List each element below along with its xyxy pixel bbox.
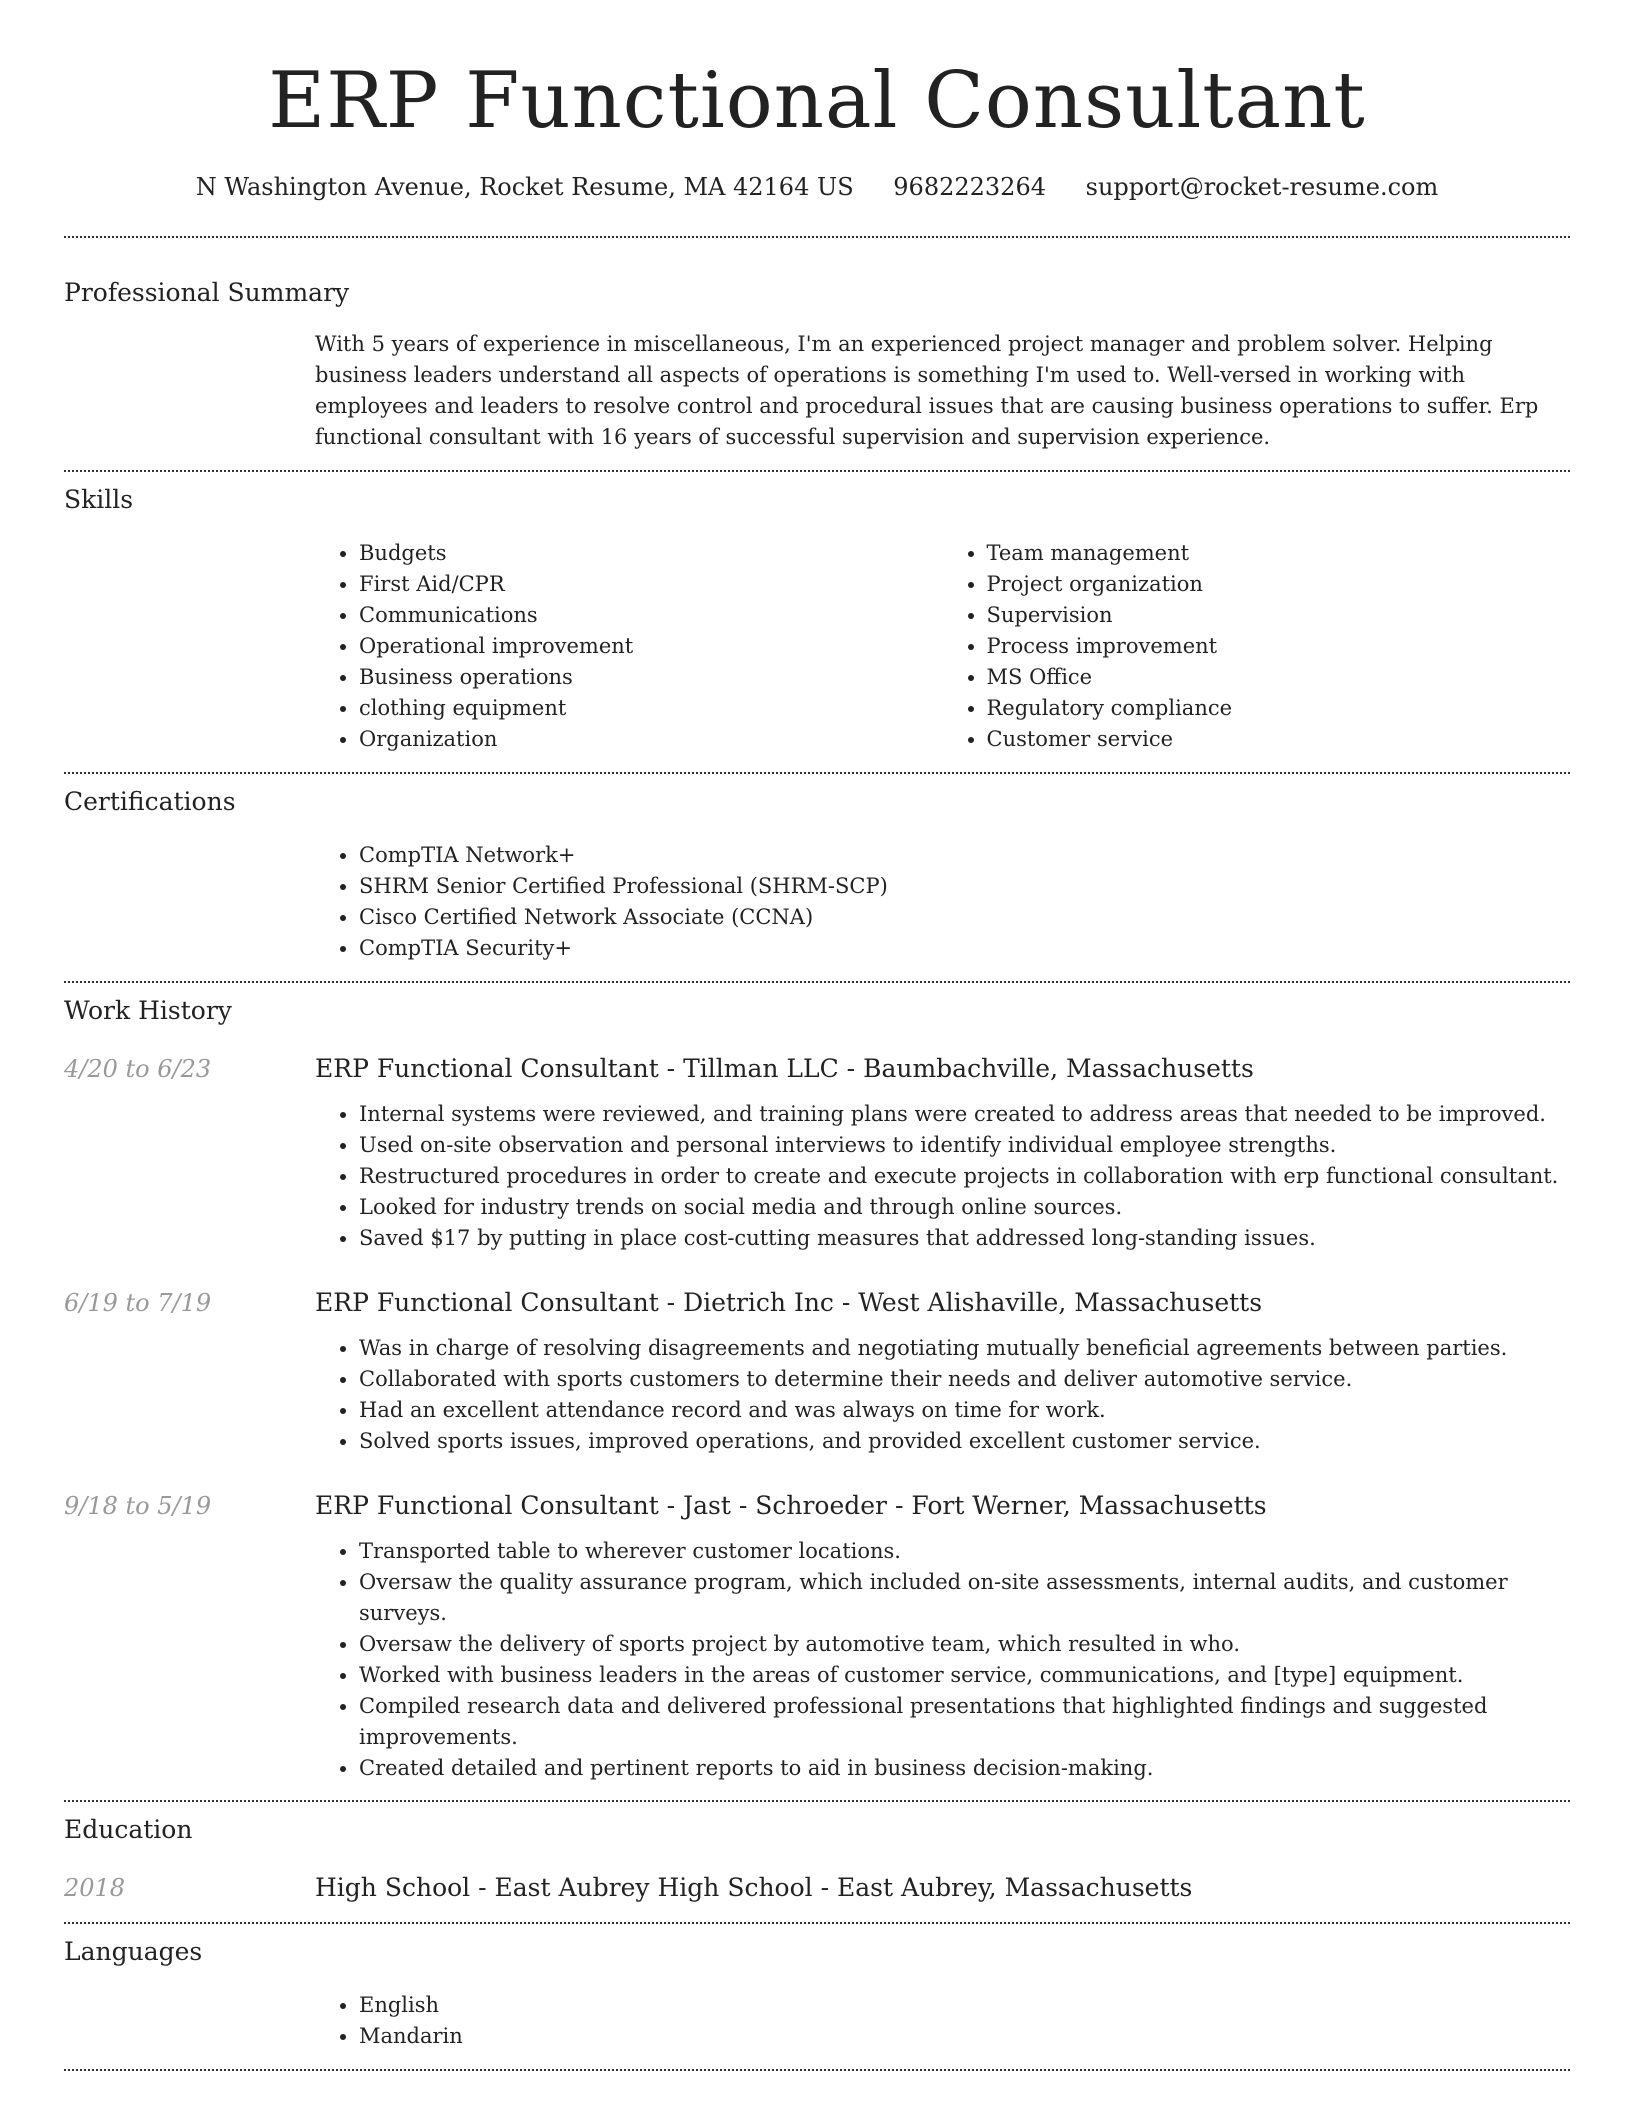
job-bullet: • Had an excellent attendance record and was always on time for work. — [359, 1395, 1570, 1426]
work-history-title: Work History — [64, 996, 232, 1025]
job-bullet: • Internal systems were reviewed, and training plans were created to address areas that needed to be improved. — [359, 1099, 1570, 1130]
languages-section — [64, 1924, 1570, 2052]
certifications-title: Certifications — [64, 787, 236, 816]
certification-item: • CompTIA Network+ — [359, 840, 1570, 871]
work-history-section — [64, 983, 1570, 1784]
job-bullets — [315, 1536, 1570, 1784]
skills-grid — [315, 538, 1570, 755]
certification-item: • Cisco Certified Network Associate (CCNA) — [359, 902, 1570, 933]
language-item: • Mandarin — [359, 2021, 1570, 2052]
languages-title: Languages — [64, 1937, 203, 1966]
job-heading: ERP Functional Consultant - Jast - Schroeder - Fort Werner, Massachusetts — [315, 1491, 1267, 1520]
job-header — [64, 1053, 1570, 1085]
job-bullet: • Used on-site observation and personal interviews to identify individual employee strengths. — [359, 1130, 1570, 1161]
education-date: 2018 — [64, 1874, 126, 1902]
contact-line — [64, 172, 1570, 202]
education-title: Education — [64, 1815, 193, 1844]
job-header — [64, 1287, 1570, 1319]
skills-list-left — [315, 538, 943, 755]
job-bullet-list — [315, 1536, 1570, 1784]
job-bullet: • Restructured procedures in order to create and execute projects in collaboration with erp functional consultant. — [359, 1161, 1570, 1192]
language-item: • English — [359, 1990, 1570, 2021]
job-bullet: • Solved sports issues, improved operations, and provided excellent customer service. — [359, 1426, 1570, 1457]
summary-section — [64, 238, 1570, 453]
job-bullet: • Transported table to wherever customer locations. — [359, 1536, 1570, 1567]
job-date: 6/19 to 7/19 — [64, 1289, 212, 1317]
job-bullet: • Was in charge of resolving disagreements and negotiating mutually beneficial agreements between parties. — [359, 1333, 1570, 1364]
resume-name: ERP Functional Consultant — [268, 56, 1366, 146]
job-date: 9/18 to 5/19 — [64, 1492, 212, 1520]
job-bullet: • Oversaw the quality assurance program, which included on-site assessments, internal audits, and customer surveys. — [359, 1567, 1570, 1629]
summary-text: With 5 years of experience in miscellaneous, I'm an experienced project manager and problem solver. Helping business leaders understand all aspects of operations is something I'm used to. Well-versed in working with employees and leaders to resolve control and procedural issues that are causing business operations to suffer. Erp functional consultant with 16 years of successful supervision and supervision experience. — [315, 332, 1539, 449]
job-entry — [64, 1490, 1570, 1784]
job-bullet: • Compiled research data and delivered professional presentations that highlighted findings and suggested improvements. — [359, 1691, 1570, 1753]
job-heading: ERP Functional Consultant - Dietrich Inc - West Alishaville, Massachusetts — [315, 1288, 1263, 1317]
contact-address: N Washington Avenue, Rocket Resume, MA 42164 US — [195, 173, 854, 201]
languages-body — [315, 1990, 1570, 2052]
certification-item: • CompTIA Security+ — [359, 933, 1570, 964]
skills-section — [64, 472, 1570, 755]
skills-title: Skills — [64, 485, 134, 514]
skill-item: • MS Office — [987, 662, 1571, 693]
job-bullet: • Looked for industry trends on social media and through online sources. — [359, 1192, 1570, 1223]
job-entry — [64, 1053, 1570, 1254]
education-heading: High School - East Aubrey High School - East Aubrey, Massachusetts — [315, 1873, 1193, 1902]
skill-item: • Team management — [987, 538, 1571, 569]
skill-item: • Budgets — [359, 538, 943, 569]
job-date: 4/20 to 6/23 — [64, 1055, 212, 1083]
job-bullet-list — [315, 1333, 1570, 1457]
certifications-list — [315, 840, 1570, 964]
contact-email: support@rocket-resume.com — [1085, 173, 1439, 201]
skill-item: • First Aid/CPR — [359, 569, 943, 600]
skill-item: • Business operations — [359, 662, 943, 693]
skill-item: • Operational improvement — [359, 631, 943, 662]
education-section — [64, 1802, 1570, 1904]
job-bullets — [315, 1099, 1570, 1254]
skill-item: • Process improvement — [987, 631, 1571, 662]
job-bullet: • Oversaw the delivery of sports project by automotive team, which resulted in who. — [359, 1629, 1570, 1660]
summary-title: Professional Summary — [64, 278, 350, 307]
languages-divider — [64, 2069, 1570, 2071]
job-bullet: • Saved $17 by putting in place cost-cutting measures that addressed long-standing issues. — [359, 1223, 1570, 1254]
job-bullet: • Collaborated with sports customers to determine their needs and deliver automotive service. — [359, 1364, 1570, 1395]
skill-item: • Project organization — [987, 569, 1571, 600]
job-bullet: • Created detailed and pertinent reports to aid in business decision-making. — [359, 1753, 1570, 1784]
contact-phone: 9682223264 — [893, 173, 1046, 201]
languages-list — [315, 1990, 1570, 2052]
education-entry — [64, 1872, 1570, 1904]
certifications-section — [64, 774, 1570, 964]
skill-item: • Supervision — [987, 600, 1571, 631]
skill-item: • Regulatory compliance — [987, 693, 1571, 724]
job-bullet: • Worked with business leaders in the areas of customer service, communications, and [type] equipment. — [359, 1660, 1570, 1691]
skill-item: • Communications — [359, 600, 943, 631]
certifications-body — [315, 840, 1570, 964]
job-header — [64, 1490, 1570, 1522]
certification-item: • SHRM Senior Certified Professional (SHRM-SCP) — [359, 871, 1570, 902]
job-heading: ERP Functional Consultant - Tillman LLC - Baumbachville, Massachusetts — [315, 1054, 1254, 1083]
skills-list-right — [943, 538, 1571, 755]
skill-item: • clothing equipment — [359, 693, 943, 724]
skill-item: • Organization — [359, 724, 943, 755]
job-entry — [64, 1287, 1570, 1457]
skill-item: • Customer service — [987, 724, 1571, 755]
job-bullets — [315, 1333, 1570, 1457]
resume-page — [64, 0, 1570, 2071]
job-bullet-list — [315, 1099, 1570, 1254]
